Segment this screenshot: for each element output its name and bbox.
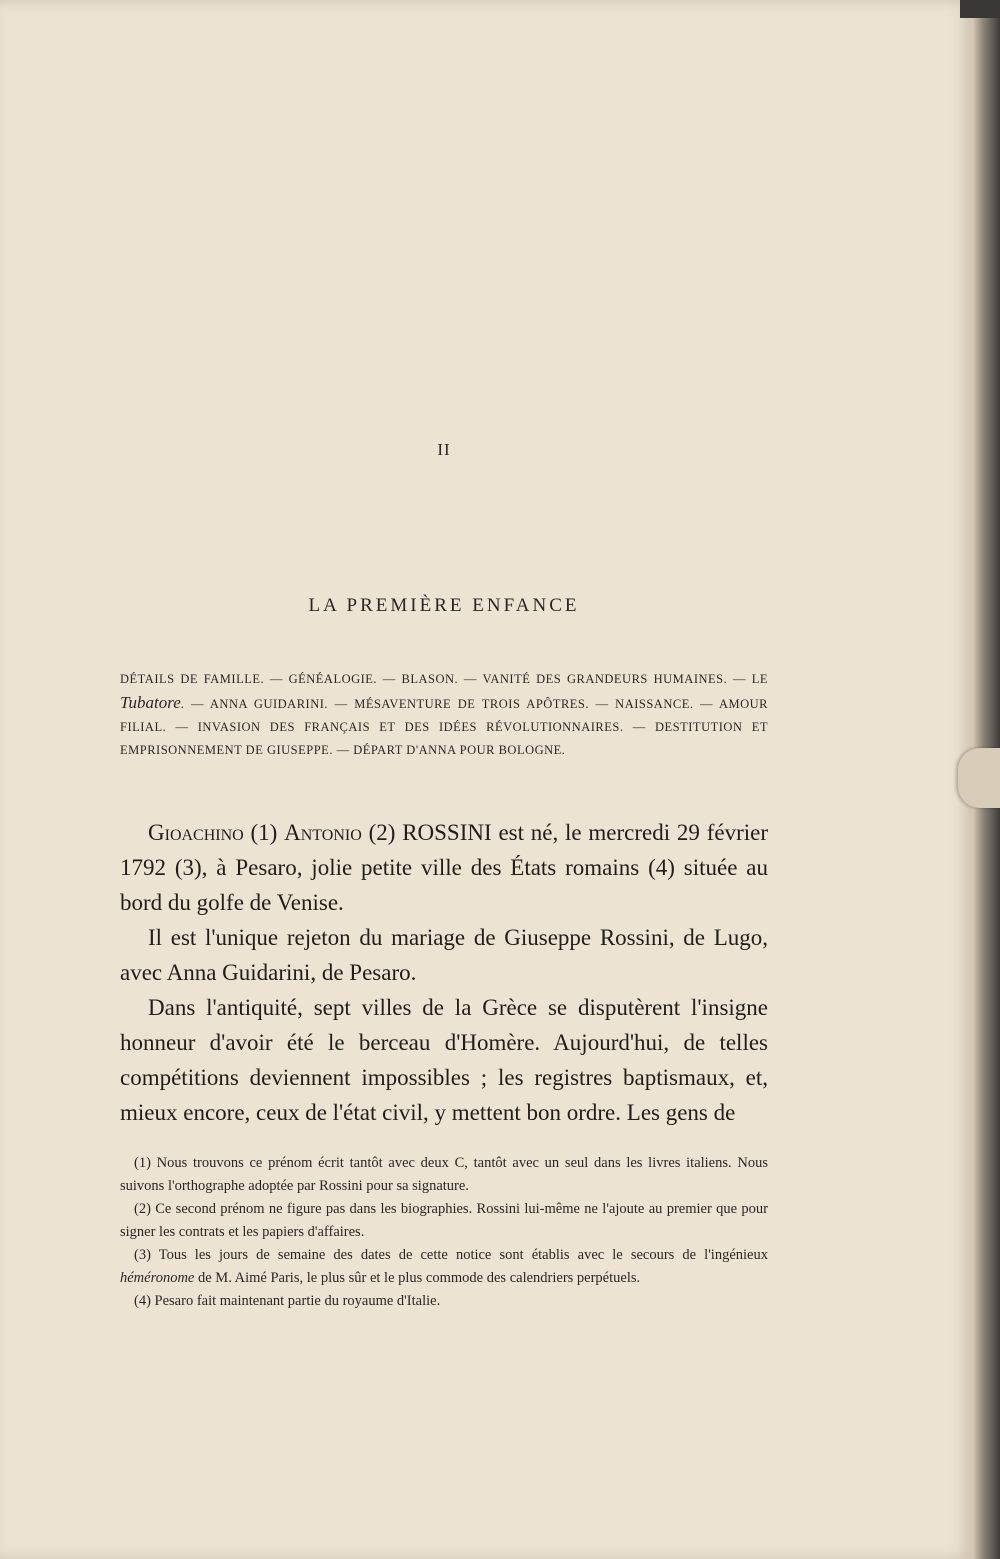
footnote-2: (2) Ce second prénom ne figure pas dans les biographies. Rossini lui-même ne l'ajoute au premier que pour signer les contrats et les papiers d'affaires. xyxy=(120,1201,768,1240)
footnotes xyxy=(120,1152,768,1313)
footnote-4: (4) Pesaro fait maintenant partie du royaume d'Italie. xyxy=(134,1293,441,1309)
paragraph-2: Il est l'unique rejeton du mariage de Giuseppe Rossini, de Lugo, avec Anna Guidarini, de Pesaro. xyxy=(120,925,768,985)
summary-text-1: DÉTAILS DE FAMILLE. — GÉNÉALOGIE. — BLASON. — VANITÉ DES GRANDEURS HUMAINES. — LE xyxy=(120,672,768,686)
footnote-ref-2: (2) xyxy=(361,820,403,845)
footnote-1: (1) Nous trouvons ce prénom écrit tantôt avec deux C, tantôt avec un seul dans les livres italiens. Nous suivons l'orthographe adoptée par Rossini pour sa signature. xyxy=(120,1155,768,1194)
footnote-3 xyxy=(120,1244,768,1290)
chapter-title: LA PREMIÈRE ENFANCE xyxy=(308,595,580,616)
footnote-ref-1: (1) xyxy=(243,820,285,845)
second-name: Antonio xyxy=(284,820,362,845)
page-tab xyxy=(958,748,1000,808)
paragraph-1-rest: est né, le mercredi 29 février 1792 (3), à Pesaro, jolie petite ville des États romains (4) située au bord du golfe de Venise. xyxy=(120,820,768,915)
chapter-number: II xyxy=(437,440,451,459)
footnote-3-text-a: (3) Tous les jours de semaine des dates de cette notice sont établis avec le secours de l'ingénieux xyxy=(134,1247,768,1263)
summary-text-2: . — ANNA GUIDARINI. — MÉSAVENTURE DE TROIS APÔTRES. — NAISSANCE. — AMOUR FILIAL. — INVASION DES FRANÇAIS ET DES IDÉES RÉVOLUTIONNAIRES. — DESTITUTION ET EMPRISONNEMENT DE GIUSEPPE. — DÉPART D'ANNA POUR BOLOGNE. xyxy=(120,697,768,757)
footnote-3-text-b: de M. Aimé Paris, le plus sûr et le plus commode des calendriers perpétuels. xyxy=(194,1270,641,1286)
paragraph-1 xyxy=(120,815,768,920)
surname: ROSSINI xyxy=(402,820,492,845)
first-name: Gioachino xyxy=(148,820,244,845)
chapter-summary xyxy=(120,668,768,762)
summary-italic: Tubatore xyxy=(120,693,181,712)
page-edge-top xyxy=(960,0,1000,18)
body-text xyxy=(120,815,768,1130)
footnote-3-italic: héméronome xyxy=(120,1270,195,1286)
paragraph-3: Dans l'antiquité, sept villes de la Grèce se disputèrent l'insigne honneur d'avoir été le berceau d'Homère. Aujourd'hui, de telles compétitions deviennent impossibles ; les registres baptismaux, et, mieux encore, ceux de l'état civil, y mettent bon ordre. Les gens de xyxy=(120,995,768,1125)
